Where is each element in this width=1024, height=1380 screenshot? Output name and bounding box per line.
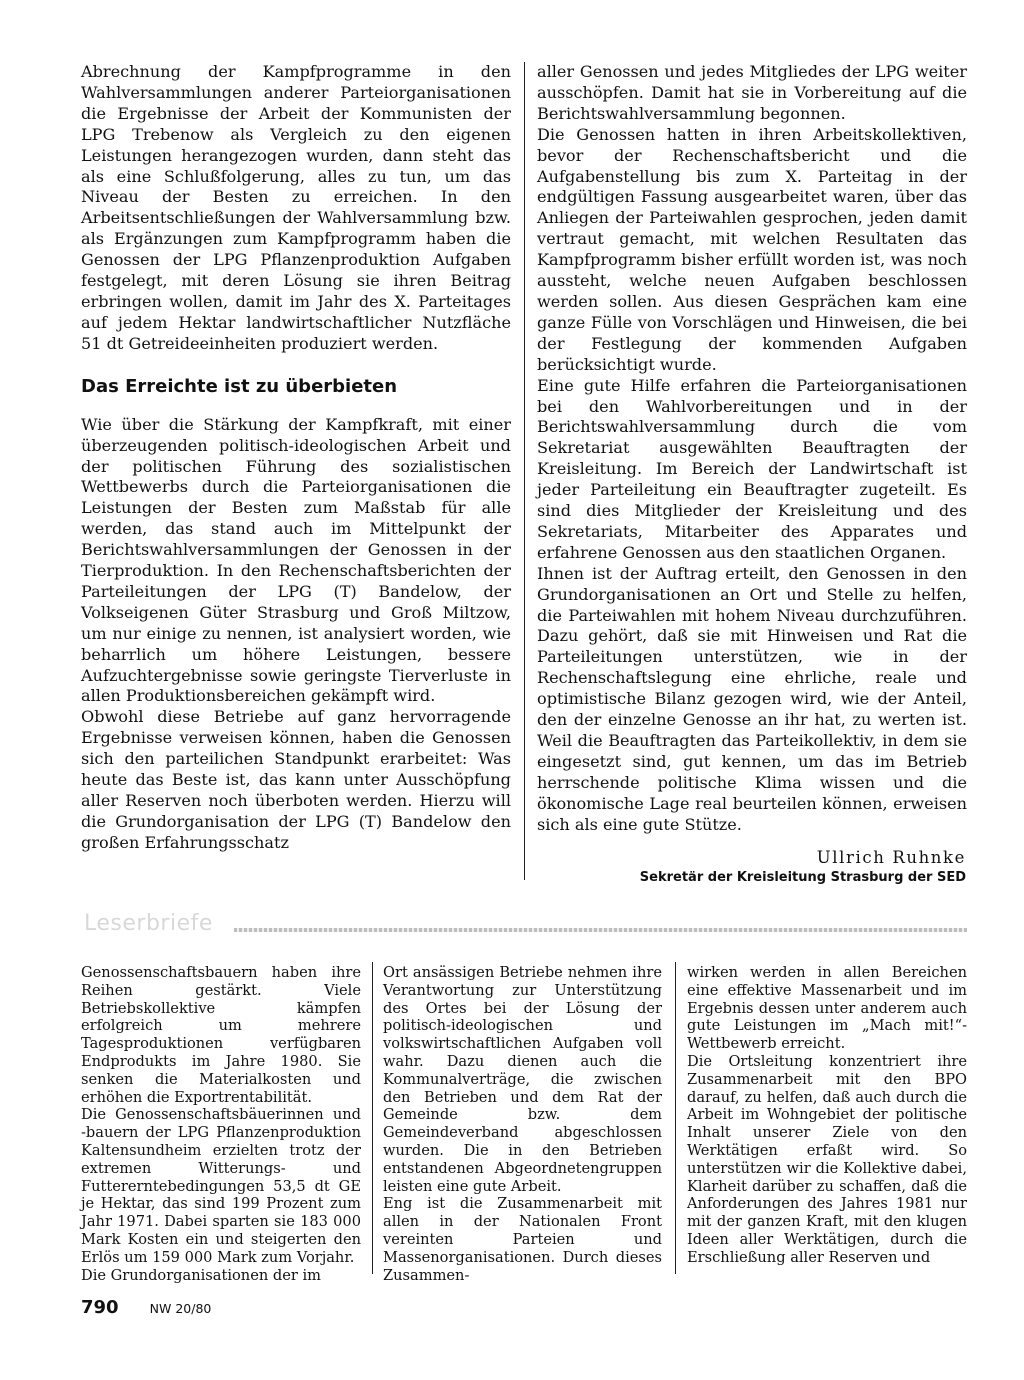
column-divider <box>524 62 525 880</box>
letters-column-1 <box>81 964 361 1284</box>
article-column-left <box>81 62 511 854</box>
letter-paragraph: Die Grundorganisationen der im <box>81 1266 321 1284</box>
article-paragraph: aller Genossen und jedes Mitgliedes der LPG weiter ausschöpfen. Damit hat sie in Vorbereitung auf die Berichtswahlversammlung begonnen. <box>537 62 967 123</box>
article-paragraph: Wie über die Stärkung der Kampfkraft, mit einer überzeugenden politisch-ideologischen Arbeit und der politischen Führung des sozialistischen Wettbewerbs durch die Parteiorganisationen die Leistungen der Besten zum Maßstab für alle werden, das stand auch im Mittelpunkt der Berichtswahlversammlungen der Genossen in der Tierproduktion. In den Rechenschaftsberichten der Parteileitungen der LPG (T) Bandelow, der Volkseigenen Güter Strasburg und Groß Miltzow, um nur einige zu nennen, ist analysiert worden, wie beharrlich um höhere Leistungen, bessere Aufzuchtergebnisse sowie geringste Tierverluste in allen Produktionsbereichen gekämpft wird. <box>81 414 511 706</box>
article-paragraph: Abrechnung der Kampfprogramme in den Wahlversammlungen anderer Parteiorganisationen die Ergebnisse der Arbeit der Kommunisten der LPG Trebenow als Vergleich zu den eigenen Leistungen herangezogen wurden, dann steht das als eine Schlußfolgerung, alles zu tun, um das Niveau der Besten zu erreichen. In den Arbeitsentschließungen der Wahlversammlung bzw. als Ergänzungen zum Kampfprogramm haben die Genossen der LPG Pflanzenproduktion Aufgaben festgelegt, mit deren Lösung sie ihren Beitrag erbringen wollen, damit im Jahr des X. Parteitages auf jedem Hektar landwirtschaftlicher Nutzfläche 51 dt Getreideeinheiten produziert werden. <box>81 62 511 353</box>
page-footer <box>81 1297 211 1318</box>
article-paragraph: Ihnen ist der Auftrag erteilt, den Genossen in den Grundorganisationen an Ort und Stelle zu helfen, die Parteiwahlen mit hohem Niveau durchzuführen. Dazu gehört, daß sie mit Hinweisen und Rat die Parteileitungen unterstützen, wie in der Rechenschaftslegung eine ehrliche, reale und optimistische Bilanz gezogen wird, wie der Anteil, den der einzelne Genosse an ihr hat, zu werten ist. Weil die Beauftragten das Parteikollektiv, in dem sie eingesetzt sind, gut kennen, um das im Betrieb herrschende politische Klima wissen und die ökonomische Lage real beurteilen können, erweisen sich als eine gute Stütze. <box>537 563 967 834</box>
article-paragraph: Eine gute Hilfe erfahren die Parteiorganisationen bei den Wahlvorbereitungen und in der Berichtswahlversammlung durch die vom Sekretariat ausgewählten Beauftragten der Kreisleitung. Im Bereich der Landwirtschaft ist jeder Parteileitung ein Beauftragter zugeteilt. Es sind dies Mitglieder der Kreisleitung und des Sekretariats, Mitarbeiter des Apparates und erfahrene Genossen aus den staatlichen Organen. <box>537 375 967 562</box>
letter-paragraph: Eng ist die Zusammenarbeit mit allen in der Nationalen Front vereinten Parteien und Massenorganisationen. Durch dieses Zusammen- <box>383 1195 662 1284</box>
letter-paragraph: Die Genossenschaftsbäuerinnen und -bauern der LPG Pflanzenproduktion Kaltensundheim erzielten trotz der extremen Witterungs- und Futtererntebedingungen 53,5 dt GE je Hektar, das sind 199 Prozent zum Jahr 1971. Dabei sparten sie 183 000 Mark Kosten ein und steigerten den Erlös um 159 000 Mark zum Vorjahr. <box>81 1106 361 1266</box>
column-divider <box>675 962 676 1274</box>
author-role: Sekretär der Kreisleitung Strasburg der SED <box>639 870 966 885</box>
article-column-right <box>537 62 967 836</box>
letter-paragraph: Genossenschaftsbauern haben ihre Reihen gestärkt. Viele Betriebskollektive kämpfen erfolgreich um mehrere Tagesproduktionen verfügbaren Endprodukts im Jahre 1980. Sie senken die Materialkosten und erhöhen die Exportrentabilität. <box>81 964 361 1106</box>
article-paragraph: Obwohl diese Betriebe auf ganz hervorragende Ergebnisse verweisen können, haben die Genossen sich den parteilichen Standpunkt erarbeitet: Was heute das Beste ist, das kann unter Ausschöpfung aller Reserven noch überboten werden. Hierzu will die Grundorganisation der LPG (T) Bandelow den großen Erfahrungsschatz <box>81 707 511 852</box>
letter-paragraph: Die Ortsleitung konzentriert ihre Zusammenarbeit mit den BPO darauf, zu helfen, daß auch durch die Arbeit im Wohngebiet der politische Inhalt unserer Ziele von den Werktätigen erfaßt wird. So unterstützen wir die Kollektive dabei, Klarheit darüber zu schaffen, daß die Anforderungen des Jahres 1981 nur mit der ganzen Kraft, mit den klugen Ideen aller Werktätigen, durch die Erschließung aller Reserven und <box>687 1052 967 1266</box>
author-signature <box>600 848 966 887</box>
letters-column-3 <box>687 964 967 1267</box>
article-subheading: Das Erreichte ist zu überbieten <box>81 375 398 397</box>
letters-section-heading: Leserbriefe <box>84 911 213 936</box>
letter-paragraph: Ort ansässigen Betriebe nehmen ihre Verantwortung zur Unterstützung des Ortes bei der Lösung der politisch-ideologischen und volkswirtschaftlichen Aufgaben voll wahr. Dazu dienen auch die Kommunalverträge, die zwischen den Betrieben und dem Rat der Gemeinde bzw. dem Gemeindeverband abgeschlossen wurden. Die in den Betrieben entstandenen Abgeordnetengruppen leisten eine gute Arbeit. <box>383 964 662 1195</box>
letter-paragraph: wirken werden in allen Bereichen eine effektive Massenarbeit und im Ergebnis dessen unter anderem auch gute Leistungen im „Mach mit!“-Wettbewerb erreicht. <box>687 964 967 1053</box>
letters-column-2 <box>383 964 662 1284</box>
article-paragraph: Die Genossen hatten in ihren Arbeitskollektiven, bevor der Rechenschaftsbericht und die Aufgabenstellung bis zum X. Parteitag in der endgültigen Fassung ausgearbeitet waren, über das Anliegen der Parteiwahlen gesprochen, jeden damit vertraut gemacht, mit welchen Resultaten das Kampfprogramm bisher erfüllt worden ist, was noch aussteht, welche neuen Aufgaben beschlossen werden sollen. Aus diesen Gesprächen kam eine ganze Fülle von Vorschlägen und Hinweisen, die bei der Festlegung der kommenden Aufgaben berücksichtigt wurde. <box>537 124 967 374</box>
issue-label: NW 20/80 <box>149 1301 212 1316</box>
column-divider <box>372 962 373 1274</box>
page-number: 790 <box>81 1297 119 1318</box>
author-name: Ullrich Ruhnke <box>816 848 966 867</box>
section-rule <box>234 928 967 932</box>
